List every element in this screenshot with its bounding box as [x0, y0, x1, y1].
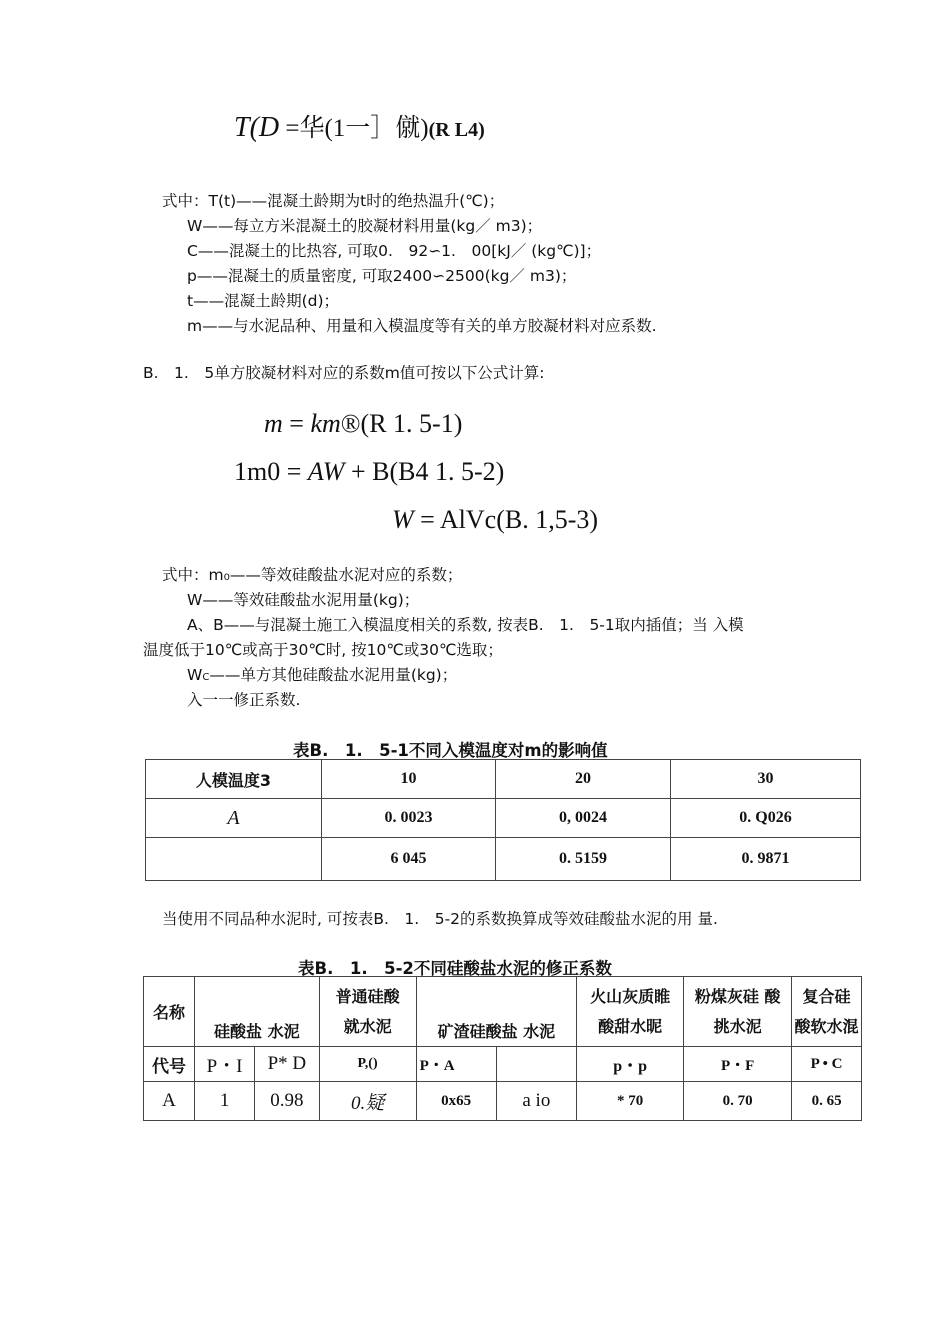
table1-header-label: 人模温度3 — [146, 760, 322, 799]
table1-cell: 20 — [496, 760, 671, 799]
equation-lhs: T(D — [234, 112, 280, 143]
table1-row-label — [146, 838, 322, 881]
eq2-part-b: = — [282, 409, 311, 438]
table2-code-cell: P・F — [684, 1047, 792, 1082]
table2-code-cell: P* D — [255, 1047, 319, 1082]
table2-lambda-cell: * 70 — [577, 1082, 684, 1121]
table-row — [144, 977, 862, 1047]
table2-code-cell — [496, 1047, 577, 1082]
legend2-line-2: W——等效硅酸盐水泥用量(kg)； — [187, 591, 420, 609]
legend1-line-5: t——混凝土龄期(d)； — [187, 292, 340, 310]
eq2-part-a: m — [264, 409, 283, 438]
table2-lambda-cell: 0. 65 — [792, 1082, 862, 1121]
eq3-part-c: + B(B4 1. 5-2) — [344, 457, 505, 486]
table1-row-label: A — [146, 799, 322, 838]
table-row — [146, 838, 861, 881]
table1-cell: 6 045 — [322, 838, 496, 881]
header-line: 挑水泥 — [713, 1016, 762, 1036]
table2-code-cell: P,() — [319, 1047, 416, 1082]
table2-lambda-label: A — [144, 1082, 195, 1121]
legend1-line-3: C——混凝土的比热容, 可取0. 92∽1. 00[kJ／ (kg℃)]； — [187, 242, 602, 260]
table-row — [144, 1082, 862, 1121]
table2-code-cell: p・p — [577, 1047, 684, 1082]
header-line: 粉煤灰硅 酸 — [694, 986, 781, 1006]
legend1-line-1: 式中：T(t)——混凝土龄期为t时的绝热温升(℃)； — [162, 192, 505, 210]
header-line: 普通硅酸 — [335, 986, 400, 1006]
equation-ref: (R L4) — [428, 119, 485, 141]
table2-code-label: 代号 — [144, 1047, 195, 1082]
eq3-part-b: AW — [307, 457, 345, 486]
table2-lambda-cell: 0. 70 — [684, 1082, 792, 1121]
table2 — [143, 976, 862, 1121]
legend2-line-3b: 温度低于10℃或高于30℃时, 按10℃或30℃选取； — [143, 641, 503, 659]
table1 — [145, 759, 861, 881]
table2-lambda-cell: 1 — [195, 1082, 255, 1121]
header-line: 酸甜水昵 — [598, 1016, 663, 1036]
table1-cell: 0. Q026 — [671, 799, 861, 838]
table2-lambda-cell: 0.98 — [255, 1082, 319, 1121]
table1-caption: 表B. 1. 5-1不同入模温度对m的影响值 — [293, 741, 608, 760]
table-row — [146, 799, 861, 838]
table2-header-composite — [792, 977, 862, 1047]
legend2-line-3a: A、B——与混凝土施工入模温度相关的系数, 按表B. 1. 5-1取内插值；当 入模 — [187, 616, 744, 634]
wc-subscript: C — [202, 672, 210, 683]
header-line: 酸软水混 — [794, 1016, 859, 1036]
legend2-line-4 — [187, 663, 457, 690]
table2-lambda-cell: a io — [496, 1082, 577, 1121]
table2-header-slag: 矿渣硅酸盐 水泥 — [416, 977, 577, 1047]
legend1-line-4: p——混凝土的质量密度, 可取2400∽2500(kg／ m3)； — [187, 267, 577, 285]
table1-cell: 0. 0023 — [322, 799, 496, 838]
table2-header-pozzolana — [577, 977, 684, 1047]
header-line: 复合硅 — [802, 986, 851, 1006]
table2-caption: 表B. 1. 5-2不同硅酸盐水泥的修正系数 — [298, 959, 612, 978]
table2-lambda-cell: 0x65 — [416, 1082, 496, 1121]
header-line: 就水泥 — [343, 1016, 392, 1036]
table2-lambda-cell: 0.疑 — [319, 1082, 416, 1121]
equation-b1-4 — [234, 108, 485, 144]
legend2-line-1: 式中：m₀——等效硅酸盐水泥对应的系数； — [162, 566, 463, 584]
section-b1-5-heading: B. 1. 5单方胶凝材料对应的系数m值可按以下公式计算: — [143, 364, 545, 382]
paragraph-conversion: 当使用不同品种水泥时, 可按表B. 1. 5-2的系数换算成等效硅酸盐水泥的用 量. — [162, 910, 718, 928]
wc-symbol: W — [187, 666, 203, 684]
table2-header-name: 名称 — [144, 977, 195, 1047]
table2-header-ordinary — [319, 977, 416, 1047]
legend1-line-6: m——与水泥品种、用量和入模温度等有关的单方胶凝材料对应系数. — [187, 317, 657, 335]
table2-code-cell: P・A — [416, 1047, 496, 1082]
eq3-part-a: 1m0 = — [234, 457, 308, 486]
wc-description: ——单方其他硅酸盐水泥用量(kg)； — [209, 666, 458, 684]
equation-b1-5-2 — [234, 457, 504, 487]
eq2-part-d: ®(R 1. 5-1) — [340, 409, 463, 438]
eq2-part-c: km — [310, 409, 341, 438]
legend2-line-5: 入一一修正系数. — [187, 691, 301, 709]
table1-cell: 0, 0024 — [496, 799, 671, 838]
table2-header-silicate: 硅酸盐 水泥 — [195, 977, 320, 1047]
table2-header-flyash — [684, 977, 792, 1047]
legend1-line-2: W——每立方米混凝土的胶凝材料用量(kg／ m3)； — [187, 217, 543, 235]
table-row — [146, 760, 861, 799]
table1-cell: 10 — [322, 760, 496, 799]
eq4-part-b: = AlVc(B. 1,5-3) — [413, 505, 599, 534]
eq4-part-a: W — [392, 505, 414, 534]
table1-cell: 0. 9871 — [671, 838, 861, 881]
table2-code-cell: P・I — [195, 1047, 255, 1082]
header-line: 火山灰质睢 — [590, 986, 671, 1006]
table2-code-cell: P • C — [792, 1047, 862, 1082]
equation-b1-5-3 — [392, 505, 598, 535]
equation-body: =华(1一］僦) — [279, 115, 429, 142]
equation-b1-5-1 — [264, 409, 462, 439]
table1-cell: 0. 5159 — [496, 838, 671, 881]
table-row — [144, 1047, 862, 1082]
table1-cell: 30 — [671, 760, 861, 799]
